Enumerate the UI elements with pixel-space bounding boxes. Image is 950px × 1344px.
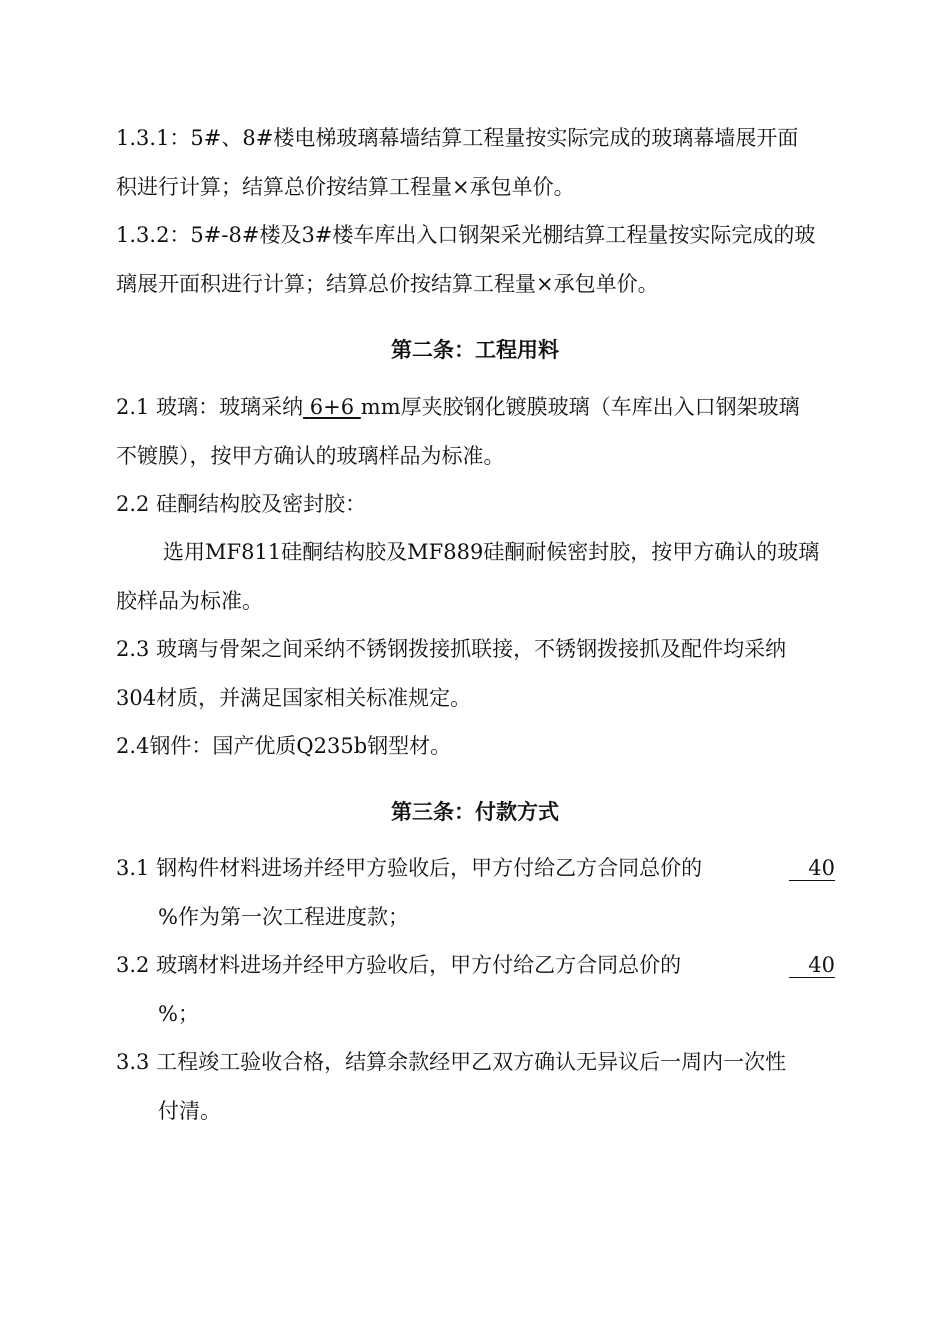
clause-3-3-line-2: 付清。 [158, 1099, 221, 1123]
clause-1-3-2-line-1: 1.3.2：5#-8#楼及3#楼车库出入口钢架采光棚结算工程量按实际完成的玻 [116, 223, 816, 247]
clause-3-2-percent-value: 40 [789, 954, 835, 978]
glass-thickness-text: 6+6 [309, 395, 355, 419]
clause-3-2-line-1: 3.2 玻璃材料进场并经甲方验收后，甲方付给乙方合同总价的 [116, 953, 682, 977]
clause-3-1-percent-field [789, 856, 835, 881]
clause-1-3-1-line-2: 积进行计算；结算总价按结算工程量×承包单价。 [116, 175, 575, 199]
clause-2-1-suffix: mm厚夹胶钢化镀膜玻璃（车库出入口钢架玻璃 [360, 395, 800, 419]
clause-2-1-line-1 [116, 395, 800, 420]
clause-2-2-title: 2.2 硅酮结构胶及密封胶： [116, 492, 367, 516]
clause-1-3-1-line-1: 1.3.1：5#、8#楼电梯玻璃幕墙结算工程量按实际完成的玻璃幕墙展开面 [116, 126, 799, 150]
clause-2-1-prefix: 2.1 玻璃：玻璃采纳 [116, 395, 304, 419]
clause-2-1-line-2: 不镀膜），按甲方确认的玻璃样品为标准。 [116, 444, 505, 468]
clause-2-2-line-1: 选用MF811硅酮结构胶及MF889硅酮耐候密封胶，按甲方确认的玻璃 [163, 540, 820, 564]
section-2-heading: 第二条：工程用料 [391, 338, 559, 362]
clause-2-3-line-2: 304材质，并满足国家相关标准规定。 [116, 686, 472, 710]
clause-3-1-line-1: 3.1 钢构件材料进场并经甲方验收后，甲方付给乙方合同总价的 [116, 856, 703, 880]
clause-1-3-2-line-2: 璃展开面积进行计算；结算总价按结算工程量×承包单价。 [116, 272, 659, 296]
section-3-heading: 第三条：付款方式 [391, 800, 559, 824]
clause-3-2-line-2: %； [158, 1002, 199, 1026]
clause-2-3-line-1: 2.3 玻璃与骨架之间采纳不锈钢拨接抓联接，不锈钢拨接抓及配件均采纳 [116, 637, 787, 661]
clause-2-4: 2.4钢件：国产优质Q235b钢型材。 [116, 734, 452, 758]
clause-3-3-line-1: 3.3 工程竣工验收合格，结算余款经甲乙双方确认无异议后一周内一次性 [116, 1050, 787, 1074]
clause-3-1-percent-value: 40 [789, 857, 835, 881]
glass-thickness-value [303, 395, 361, 419]
clause-3-1-line-2: %作为第一次工程进度款； [158, 905, 409, 929]
clause-2-2-line-2: 胶样品为标准。 [116, 589, 263, 613]
clause-3-2-percent-field [789, 953, 835, 978]
